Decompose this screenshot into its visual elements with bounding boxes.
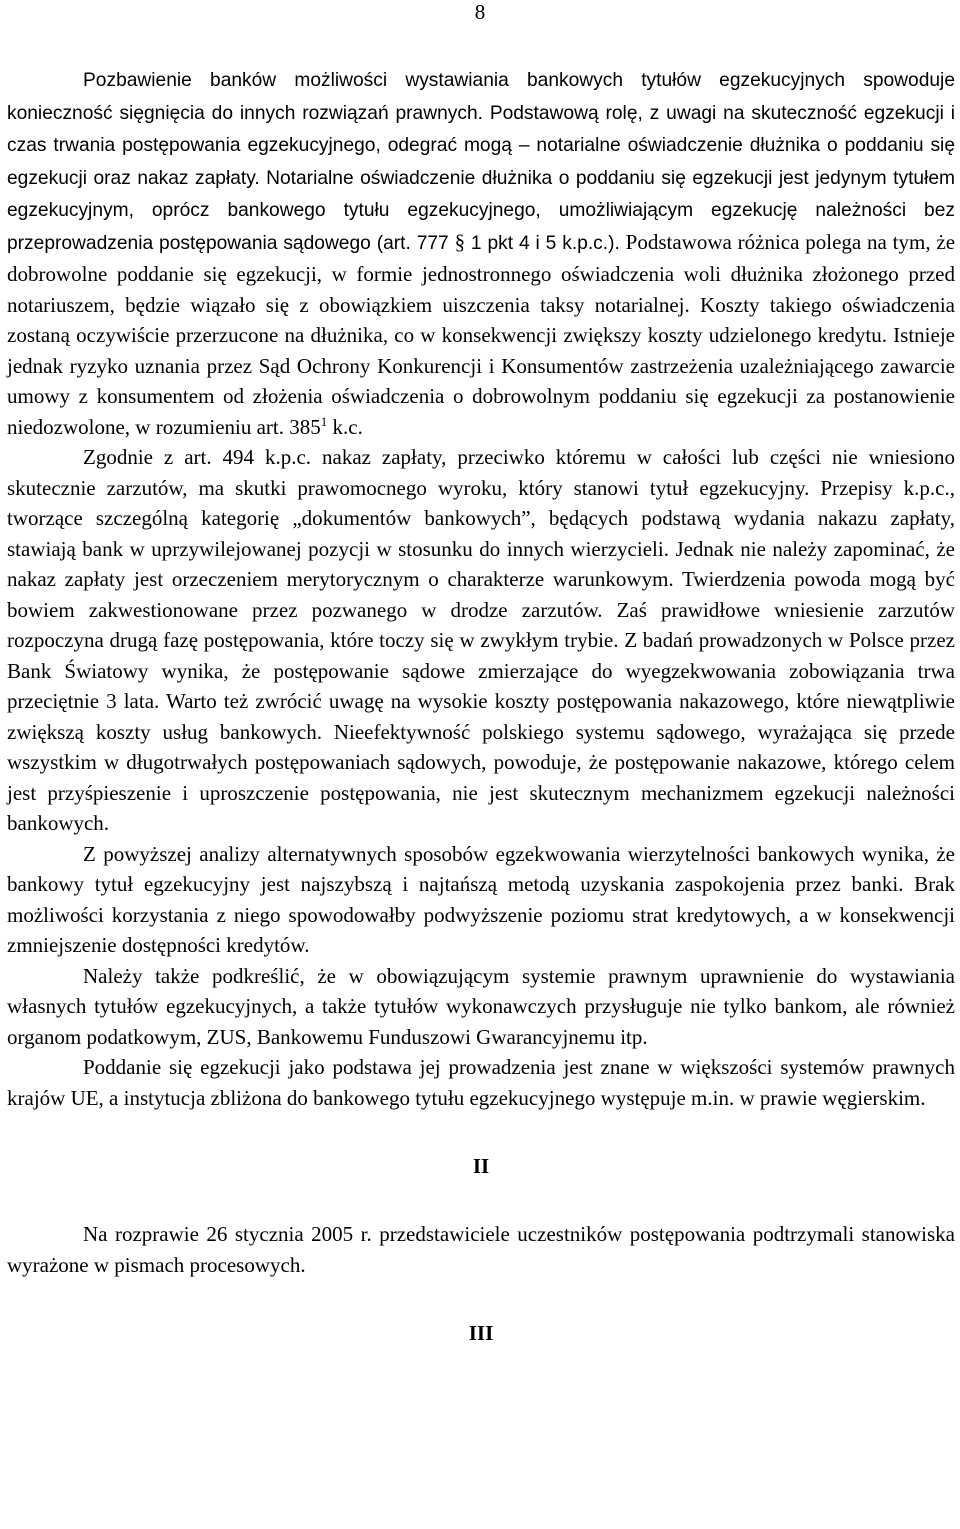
paragraph-1-part-d: Podstawowa różnica polega na tym, że dobrowolne poddanie się egzekucji, w formie jednostronnego oświadczenia woli dłużnika złożonego przed notariuszem, będzie wiązało się z obowiązkiem uiszczenia taksy notarialnej. (7, 229, 956, 317)
paragraph-6: Na rozprawie 26 stycznia 2005 r. przedstawiciele uczestników postępowania podtrzymali stanowiska wyrażone w pismach procesowych. (7, 1222, 955, 1277)
paragraph-4: Należy także podkreślić, że w obowiązującym systemie prawnym uprawnienie do wystawiania własnych tytułów egzekucyjnych, a także tytułów wykonawczych przysługuje nie tylko bankom, ale również organom podatkowym, ZUS, Bankowemu Funduszowi Gwarancyjnemu itp. (7, 963, 955, 1049)
paragraph-1-part-f: k.c. (332, 414, 363, 439)
section-heading-iii: III (468, 1321, 494, 1345)
section-sign: § (454, 229, 466, 254)
paragraph-2: Zgodnie z art. 494 k.p.c. nakaz zapłaty, przeciwko któremu w całości lub części nie wniesiono skutecznie zarzutów, ma skutki prawomocnego wyroku, który stanowi tytuł egzekucyjny. Przepisy k.p.c., tworzące szczególną kategorię „dokumentów bankowych”, będących podstawą wydania nakazu zapłaty, stawiają bank w uprzywilejowanej pozycji w stosunku do innych wierzycieli. Jednak nie należy zapominać, że nakaz zapłaty jest orzeczeniem merytorycznym o charakterze warunkowym. Twierdzenia powoda mogą być bowiem zakwestionowane przez pozwanego w drodze zarzutów. Zaś prawidłowe wniesienie zarzutów rozpoczyna drugą fazę postępowania, które toczy się w zwykłym trybie. Z badań prowadzonych w Polsce przez Bank Światowy wynika, że postępowanie sądowe zmierzające do wyegzekwowania zobowiązania trwa przeciętnie 3 lata. Warto też zwrócić uwagę na wysokie koszty postępowania nakazowego, które niewątpliwie zwiększą koszty usług bankowych. Nieefektywność polskiego systemu sądowego, wyrażająca się przede wszystkim w długotrwałych postępowaniach sądowych, powoduje, że postępowanie nakazowe, którego celem jest przyśpieszenie i uproszczenie postępowania, nie jest skutecznym mechanizmem egzekucji należności bankowych. (7, 445, 955, 835)
paragraph-1-part-b: Notarialne oświadczenie dłużnika o poddaniu się egzekucji jest jedynym tytułem egzekucyjnym, oprócz bankowego tytułu egzekucyjnego, umożliwiającym egzekucję należności bez przeprowadzenia postępowania sądowego (art. 777 (7, 167, 956, 254)
section-heading-ii: II (472, 1154, 490, 1178)
paragraph-1-part-e: Koszty takiego oświadczenia zostaną oczywiście przerzucone na dłużnika, co w konsekwencji zwiększy koszty udzielonego kredytu. Istnieje jednak ryzyko uznania przez Sąd Ochrony Konkurencji i Konsumentów zastrzeżenia uzależniającego zawarcie umowy z konsumentem od złożenia oświadczenia o dobrowolnym poddaniu się egzekucji za postanowienie niedozwolone, w rozumieniu art. 385 (7, 292, 956, 439)
document-body (7, 64, 955, 1348)
superscript-1: 1 (320, 413, 328, 429)
paragraph-1 (7, 64, 955, 442)
paragraph-1-part-a: Pozbawienie banków możliwości wystawiania bankowych tytułów egzekucyjnych spowoduje konieczność sięgnięcia do innych rozwiązań prawnych. Podstawową rolę, z uwagi na skuteczność egzekucji i czas trwania postępowania egzekucyjnego, odegrać mogą – notarialne oświadczenie dłużnika o poddaniu się egzekucji oraz nakaz zapłaty. (7, 70, 955, 189)
page-number: 8 (474, 0, 486, 24)
paragraph-5: Poddanie się egzekucji jako podstawa jej prowadzenia jest znane w większości systemów prawnych krajów UE, a instytucja zbliżona do bankowego tytułu egzekucyjnego występuje m.in. w prawie węgierskim. (7, 1055, 955, 1110)
paragraph-1-part-c: 1 pkt 4 i 5 k.p.c.). (470, 232, 620, 254)
paragraph-3: Z powyższej analizy alternatywnych sposobów egzekwowania wierzytelności bankowych wynika, że bankowy tytuł egzekucyjny jest najszybszą i najtańszą metodą uzyskania zaspokojenia przez banki. Brak możliwości korzystania z niego spowodowałby podwyższenie poziomu strat kredytowych, a w konsekwencji zmniejszenie dostępności kredytów. (7, 841, 955, 957)
